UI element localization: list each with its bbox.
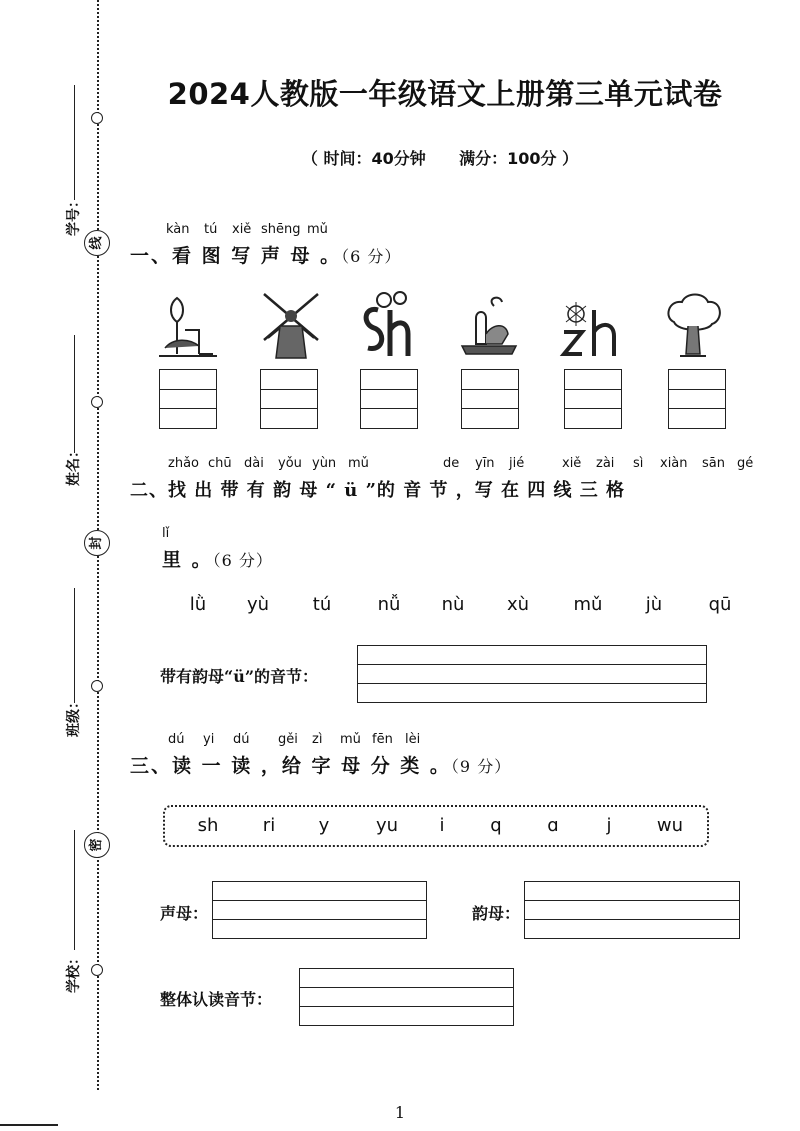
q3-letter: wu — [656, 815, 684, 836]
q3-title: 三、读 一 读 ，给 字 母 分 类 。 — [130, 755, 451, 777]
q2-syllable: tú — [312, 594, 332, 615]
q3-letter: sh — [197, 815, 219, 836]
tree-icon — [660, 290, 726, 360]
q3-letter: yu — [375, 815, 399, 836]
q3-pinyin: gěi — [278, 732, 298, 747]
q3-pinyin: zì — [312, 732, 323, 747]
q2-syllable: nǚ — [377, 594, 401, 615]
q2-pinyin: mǔ — [348, 456, 369, 471]
q2-title-line1: 二、找 出 带 有 韵 母 “ ü ”的 音 节 ，写 在 四 线 三 格 — [130, 480, 626, 501]
q1-pinyin: shēng — [261, 222, 301, 237]
q3-letter: i — [439, 815, 445, 836]
zhengti-answer-grid[interactable] — [299, 968, 514, 1026]
q2-pinyin: xiàn — [660, 456, 688, 471]
q2-title-line2: 里 。 — [162, 549, 213, 571]
q2-heading-line2 — [162, 545, 273, 572]
school-label: 学校： — [66, 951, 82, 993]
q2-syllable: qū — [708, 594, 732, 615]
exam-subtitle: （ 时间：40分钟 满分：100分 ） — [301, 149, 579, 168]
q3-letter: ɑ — [547, 815, 559, 836]
q2-syllable: yù — [246, 594, 270, 615]
q1-title: 一、看 图 写 声 母 。 — [130, 245, 342, 267]
q2-pinyin: zhǎo — [168, 456, 199, 471]
q3-pinyin: lèi — [405, 732, 421, 747]
q2-pinyin: yīn — [475, 456, 495, 471]
q3-score: （9 分） — [450, 757, 512, 776]
q1-score: （6 分） — [341, 247, 402, 266]
q1-pinyin: mǔ — [307, 222, 328, 237]
q3-pinyin: yi — [203, 732, 215, 747]
q3-letter: j — [606, 815, 612, 836]
yunmu-answer-grid[interactable] — [524, 881, 740, 939]
q3-letter-box — [163, 805, 709, 847]
q1-pinyin: xiě — [232, 222, 252, 237]
q2-pinyin: chū — [208, 456, 232, 471]
q1-heading — [130, 241, 401, 268]
q1-answer-grid-6[interactable] — [668, 369, 726, 429]
q2-pinyin: zài — [596, 456, 615, 471]
class-label: 班级： — [66, 695, 82, 737]
q2-pinyin: sì — [633, 456, 644, 471]
name-label: 姓名： — [66, 444, 82, 486]
q1-answer-grid-5[interactable] — [564, 369, 622, 429]
lotus-flower-icon — [155, 290, 221, 360]
q2-syllable: jù — [645, 594, 663, 615]
q2-answer-label: 带有韵母“ü”的音节： — [160, 667, 319, 686]
binding-hole-2 — [91, 396, 103, 408]
exam-title: 2024人教版一年级语文上册第三单元试卷 — [167, 77, 723, 111]
binding-hole-3 — [91, 680, 103, 692]
sh-letter-with-flowers-icon — [356, 290, 422, 360]
q2-pinyin: jié — [509, 456, 525, 471]
q2-pinyin: yǒu — [278, 456, 302, 471]
page-number: 1 — [394, 1103, 406, 1122]
q2-pinyin: sān — [702, 456, 725, 471]
q1-answer-grid-2[interactable] — [260, 369, 318, 429]
q3-letter: ri — [262, 815, 276, 836]
q2-syllable: lǜ — [189, 594, 207, 615]
q2-answer-grid[interactable] — [357, 645, 707, 703]
fencer-crossed-swords-icon — [258, 290, 324, 360]
student-id-label: 学号： — [66, 194, 82, 236]
q3-pinyin: dú — [233, 732, 250, 747]
binding-hole-1 — [91, 112, 103, 124]
shengmu-label: 声母： — [160, 904, 209, 923]
name-line[interactable] — [74, 335, 75, 453]
q3-letter: y — [318, 815, 330, 836]
q1-pinyin: tú — [204, 222, 218, 237]
yunmu-label: 韵母： — [472, 904, 521, 923]
q2-pinyin: gé — [737, 456, 754, 471]
cactus-in-pot-icon — [456, 290, 522, 360]
q2-pinyin-line2: lǐ — [162, 526, 170, 541]
q1-answer-grid-4[interactable] — [461, 369, 519, 429]
q3-letter: q — [490, 815, 502, 836]
q2-syllable: mǔ — [573, 594, 603, 615]
q1-answer-grid-3[interactable] — [360, 369, 418, 429]
q2-syllable: xù — [506, 594, 530, 615]
q2-pinyin: dài — [244, 456, 264, 471]
zhengti-label: 整体认读音节： — [160, 990, 273, 1009]
q2-pinyin: de — [443, 456, 460, 471]
q3-pinyin: fēn — [372, 732, 393, 747]
q3-pinyin: mǔ — [340, 732, 361, 747]
q2-syllable: nù — [441, 594, 465, 615]
zh-letter-with-spider-icon — [558, 290, 624, 360]
q2-pinyin: xiě — [562, 456, 582, 471]
q2-pinyin: yùn — [312, 456, 337, 471]
shengmu-answer-grid[interactable] — [212, 881, 427, 939]
corner-mark — [0, 1124, 58, 1126]
seal-word-xian: 线 — [84, 230, 110, 256]
q3-heading — [130, 751, 511, 778]
q1-pinyin: kàn — [166, 222, 190, 237]
school-line[interactable] — [74, 830, 75, 950]
seal-word-feng: 封 — [84, 530, 110, 556]
binding-hole-4 — [91, 964, 103, 976]
q2-score: （6 分） — [212, 551, 273, 570]
class-line[interactable] — [74, 588, 75, 703]
seal-word-mi: 密 — [84, 832, 110, 858]
q3-pinyin: dú — [168, 732, 185, 747]
q1-answer-grid-1[interactable] — [159, 369, 217, 429]
